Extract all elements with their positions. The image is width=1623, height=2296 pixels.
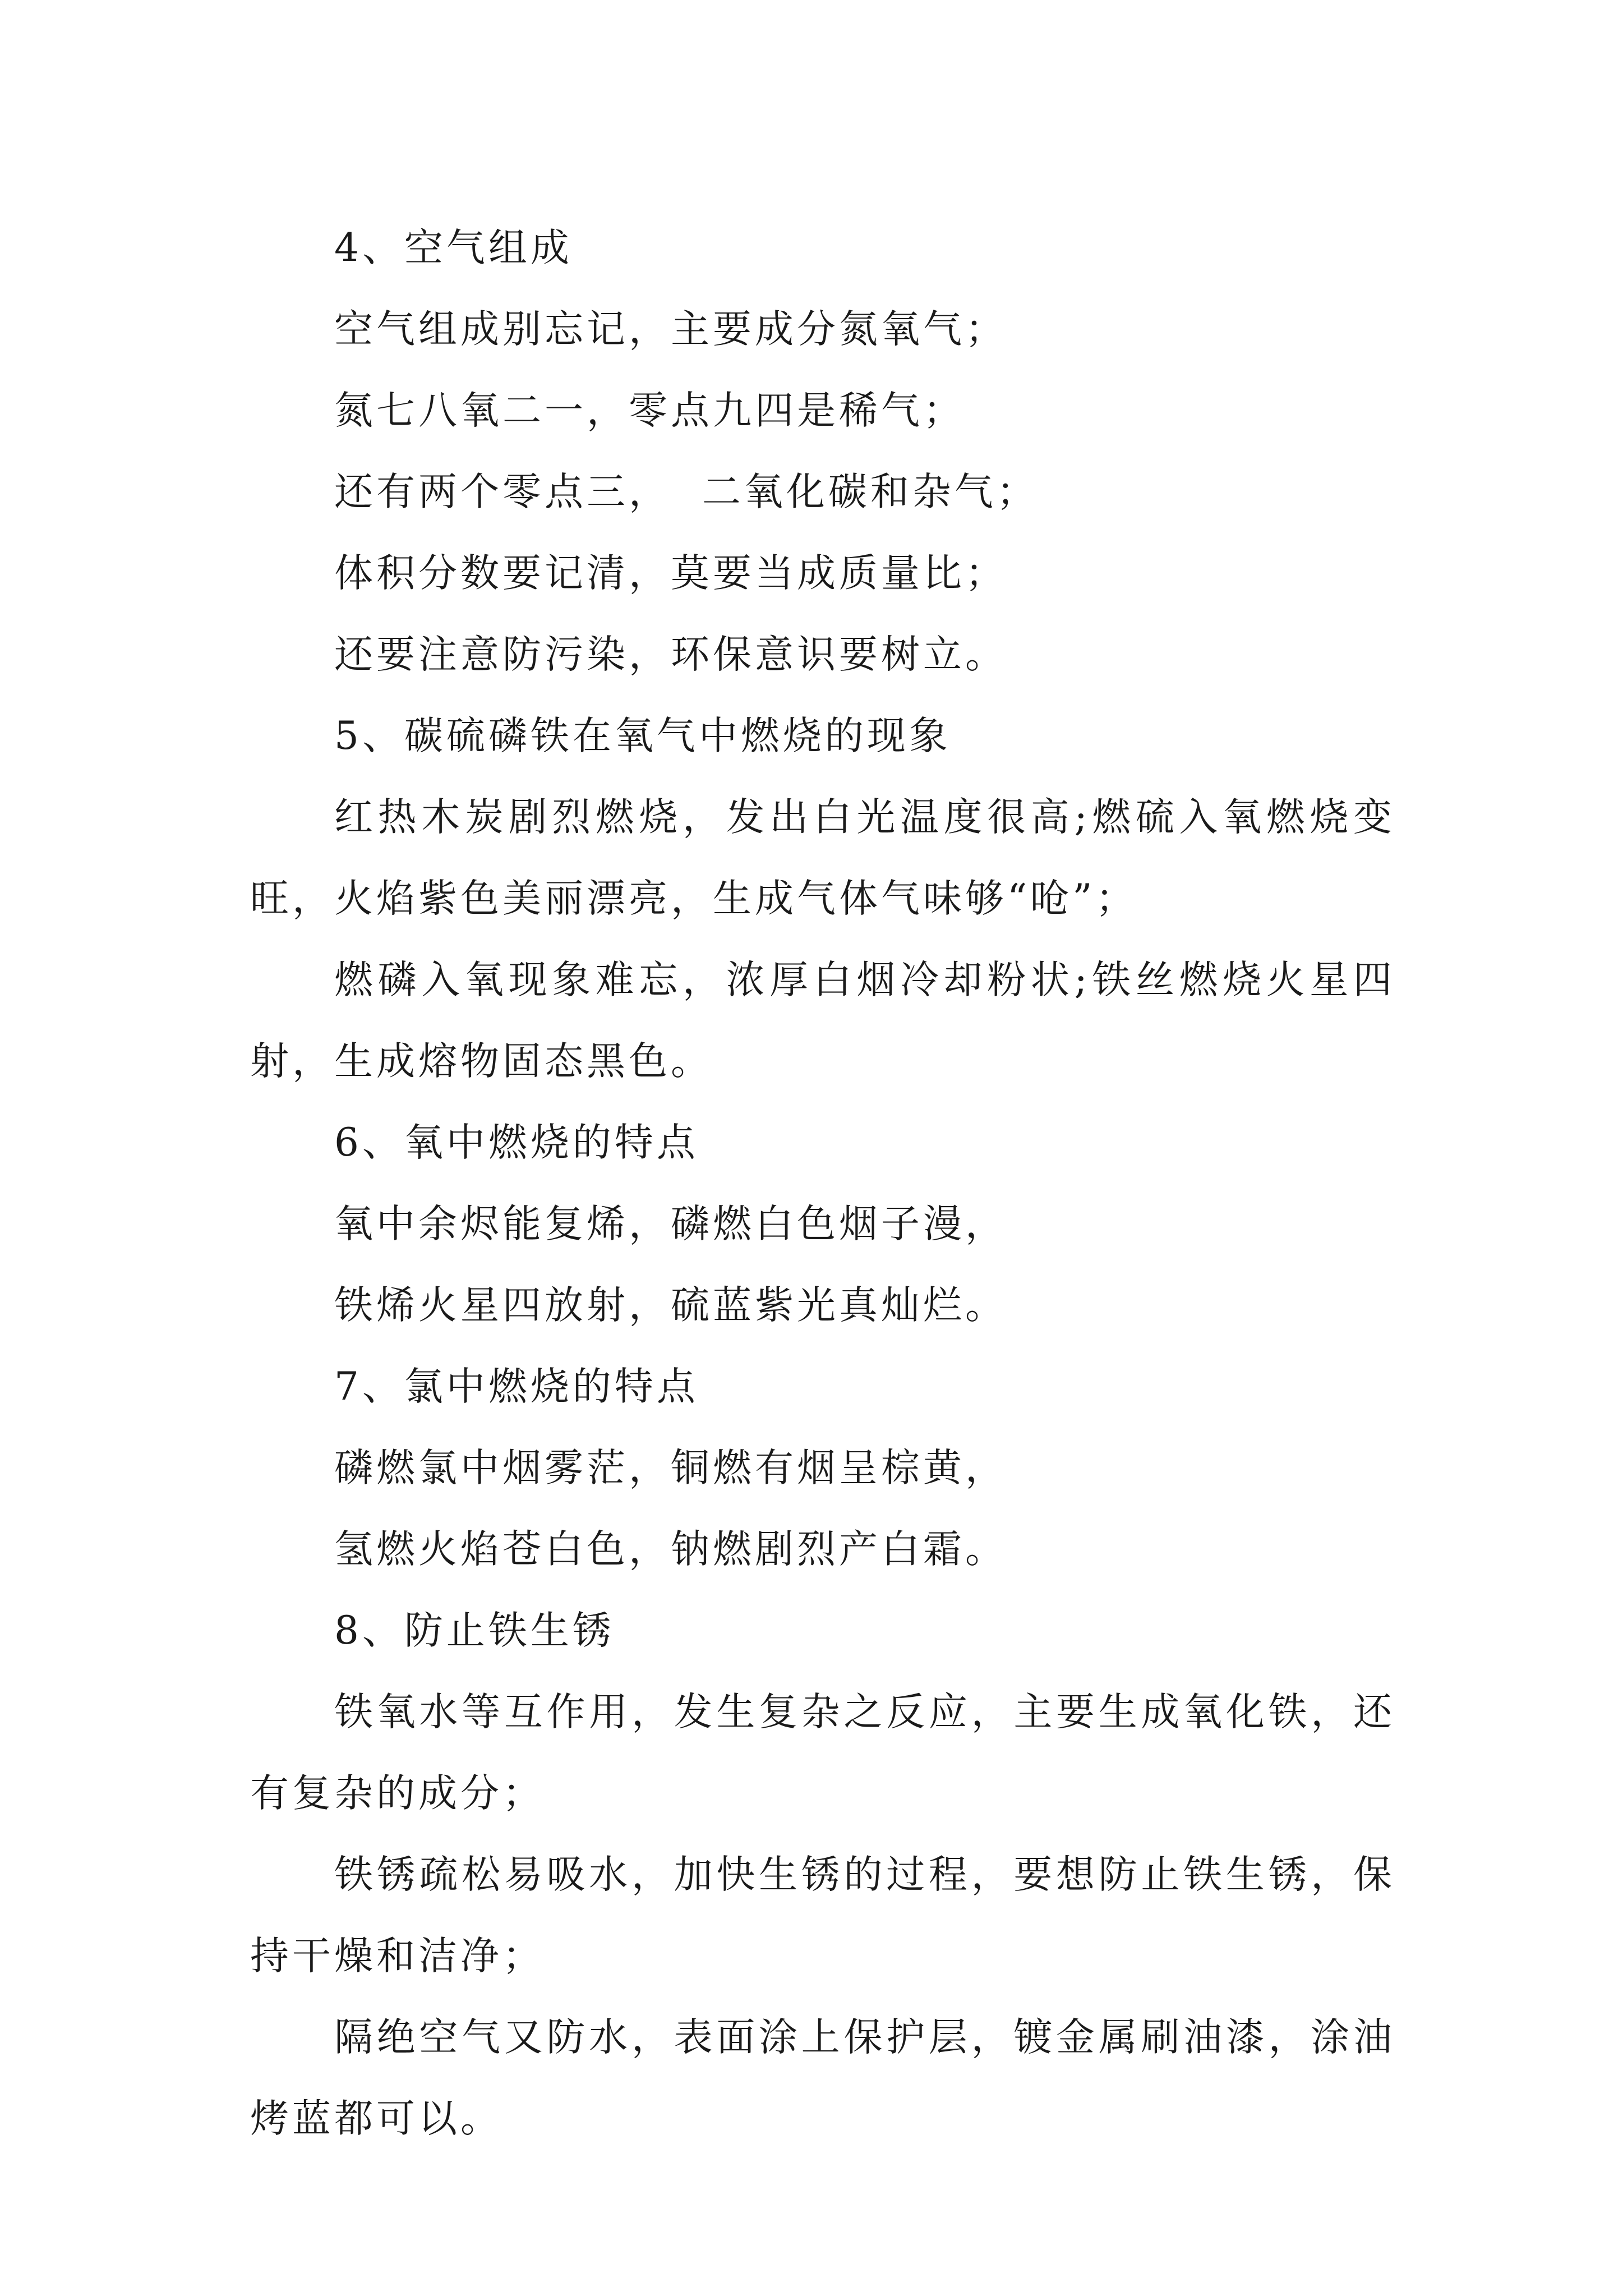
verse-line: 空气组成别忘记，主要成分氮氧气； — [334, 307, 1007, 352]
section-heading: 6、氧中燃烧的特点 — [334, 1120, 699, 1165]
verse-line: 体积分数要记清，莫要当成质量比； — [334, 551, 1007, 596]
paragraph: 红热木炭剧烈燃烧，发出白光温度很高;燃硫入氧燃烧变旺，火焰紫色美丽漂亮，生成气体气味够“呛”； — [250, 795, 1395, 921]
document-body — [250, 208, 1395, 2160]
section-heading: 4、空气组成 — [334, 226, 573, 270]
paragraph: 铁锈疏松易吸水，加快生锈的过程，要想防止铁生锈，保持干燥和洁净； — [250, 1852, 1395, 1978]
verse-line: 磷燃氯中烟雾茫，铜燃有烟呈棕黄， — [334, 1446, 1007, 1490]
verse-line: 还有两个零点三， 二氧化碳和杂气； — [334, 470, 1039, 514]
section-heading: 8、防止铁生锈 — [334, 1608, 615, 1653]
paragraph: 燃磷入氧现象难忘，浓厚白烟冷却粉状;铁丝燃烧火星四射，生成熔物固态黑色。 — [250, 958, 1395, 1084]
paragraph: 隔绝空气又防水，表面涂上保护层，镀金属刷油漆，涂油烤蓝都可以。 — [250, 2015, 1395, 2141]
verse-line: 氢燃火焰苍白色，钠燃剧烈产白霜。 — [334, 1527, 1007, 1572]
verse-line: 还要注意防污染，环保意识要树立。 — [334, 632, 1007, 677]
section-heading: 5、碳硫磷铁在氧气中燃烧的现象 — [334, 714, 951, 758]
verse-line: 氧中余烬能复烯，磷燃白色烟子漫， — [334, 1202, 1007, 1246]
verse-line: 氮七八氧二一，零点九四是稀气； — [334, 388, 965, 433]
verse-line: 铁烯火星四放射，硫蓝紫光真灿烂。 — [334, 1283, 1007, 1328]
paragraph: 铁氧水等互作用，发生复杂之反应，主要生成氧化铁，还有复杂的成分； — [250, 1690, 1395, 1816]
section-heading: 7、氯中燃烧的特点 — [334, 1364, 699, 1409]
